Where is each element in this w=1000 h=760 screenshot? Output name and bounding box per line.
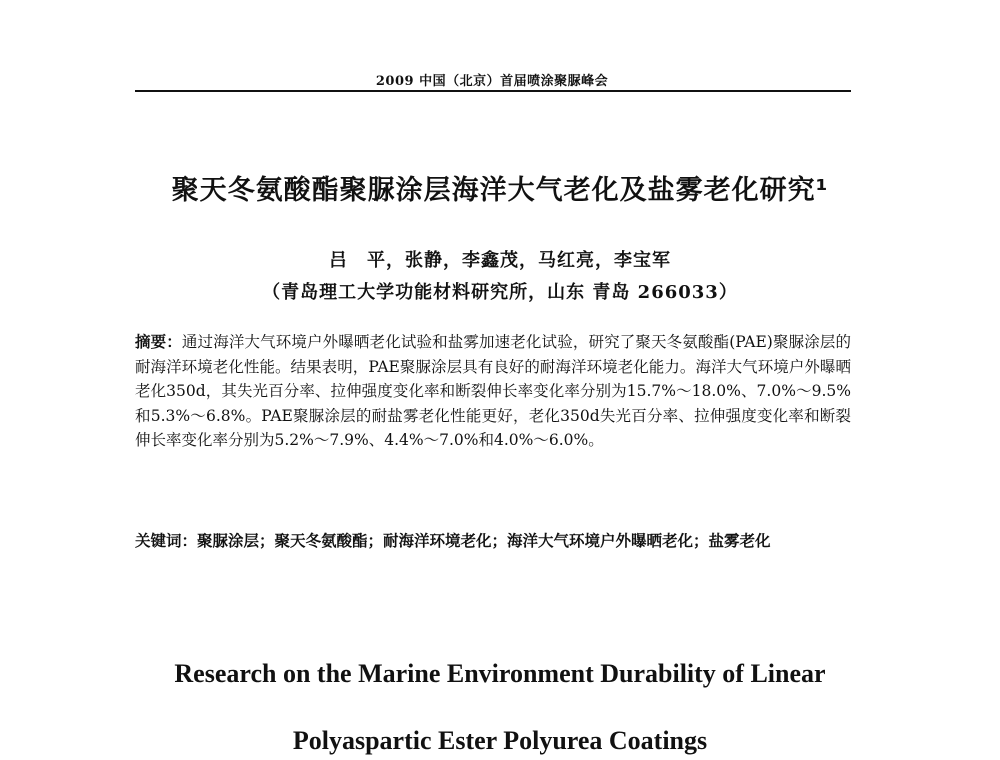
keywords: [135, 529, 851, 554]
header-rule: [135, 90, 851, 92]
authors: 吕 平，张静，李鑫茂，马红亮，李宝军: [329, 250, 671, 271]
keywords-label: 关键词：: [135, 532, 198, 550]
abstract-label: 摘要：: [135, 332, 182, 351]
chinese-title: 聚天冬氨酸酯聚脲涂层海洋大气老化及盐雾老化研究¹: [171, 175, 829, 206]
abstract-text: 通过海洋大气环境户外曝晒老化试验和盐雾加速老化试验，研究了聚天冬氨酸酯(PAE)聚脲涂层的耐海洋环境老化性能。结果表明，PAE聚脲涂层具有良好的耐海洋环境老化能力。海洋大气环境户外曝晒老化350d，其失光百分率、拉伸强度变化率和断裂伸长率变化率分别为15.7%～18.0%、7.0%～9.5%和5.3%～6.8%。PAE聚脲涂层的耐盐雾老化性能更好，老化350d失光百分率、拉伸强度变化率和断裂伸长率变化率分别为5.2%～7.9%、4.4%～7.0%和4.0%～6.0%。: [135, 333, 851, 449]
running-header: 2009 中国（北京）首届喷涂聚脲峰会: [375, 74, 609, 89]
abstract: [135, 330, 851, 453]
english-title-line-2: Polyaspartic Ester Polyurea Coatings: [292, 726, 708, 755]
english-title-line-1: Research on the Marine Environment Durability of Linear: [174, 659, 826, 688]
keywords-text: 聚脲涂层；聚天冬氨酸酯；耐海洋环境老化；海洋大气环境户外曝晒老化；盐雾老化: [197, 532, 771, 550]
affiliation: （青岛理工大学功能材料研究所，山东 青岛 266033）: [262, 282, 738, 303]
